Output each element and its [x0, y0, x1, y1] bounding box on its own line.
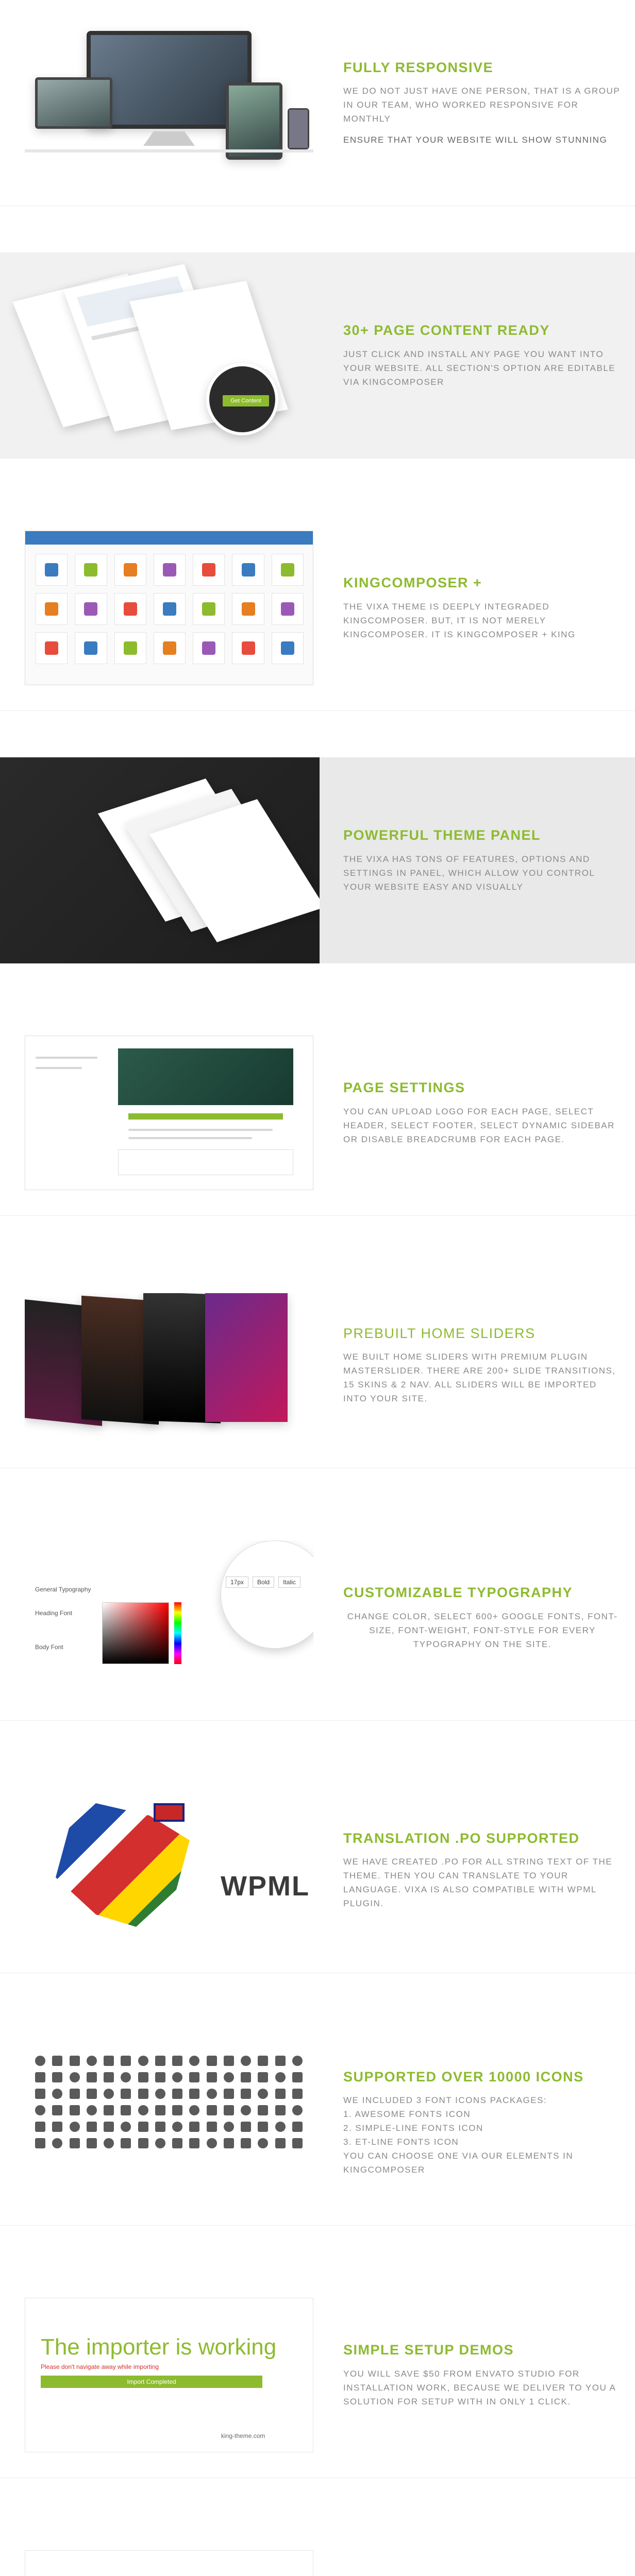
font-icon — [35, 2105, 45, 2115]
font-style-select[interactable]: Italic — [278, 1577, 300, 1588]
blog-layout-form — [25, 2550, 313, 2576]
brand-text: king-theme.com — [221, 2432, 265, 2439]
font-icon — [138, 2105, 148, 2115]
element-icon[interactable] — [36, 632, 68, 664]
importer-mockup — [25, 2298, 313, 2452]
font-icon — [292, 2105, 303, 2115]
section-typography — [0, 1515, 635, 1721]
get-content-badge: Get Content — [223, 395, 269, 406]
element-icon[interactable] — [114, 593, 146, 625]
section-title: 30+ PAGE CONTENT READY — [343, 323, 550, 338]
section-text: WE INCLUDED 3 FONT ICONS PACKAGES: — [343, 2095, 547, 2106]
font-icon — [104, 2072, 114, 2082]
font-icon — [155, 2056, 165, 2066]
font-icon — [155, 2089, 165, 2099]
font-icon — [189, 2072, 199, 2082]
section-home-sliders — [0, 1262, 635, 1468]
font-icon — [275, 2056, 286, 2066]
icon-package-item: 1. AWESOME FONTS ICON — [343, 2109, 471, 2120]
font-icon — [70, 2089, 80, 2099]
importer-note: Please don't navigate away while importing — [41, 2363, 159, 2370]
font-icon — [87, 2072, 97, 2082]
font-icon — [155, 2138, 165, 2148]
font-icon — [241, 2056, 251, 2066]
font-icon — [87, 2089, 97, 2099]
font-icon — [258, 2089, 268, 2099]
font-icon — [138, 2056, 148, 2066]
font-icon — [70, 2056, 80, 2066]
font-icon — [52, 2138, 62, 2148]
font-icon — [172, 2138, 182, 2148]
font-icon — [241, 2138, 251, 2148]
font-icon — [121, 2105, 131, 2115]
section-text: WE DO NOT JUST HAVE ONE PERSON, THAT IS A GROUP IN OUR TEAM, WHO WORKED RESPONSIVE FOR MONTHLY — [343, 86, 620, 124]
font-icon — [189, 2089, 199, 2099]
font-icon — [138, 2138, 148, 2148]
font-icon — [189, 2105, 199, 2115]
font-icon — [35, 2138, 45, 2148]
font-icon — [70, 2138, 80, 2148]
section-title: CUSTOMIZABLE TYPOGRAPHY — [343, 1585, 573, 1601]
icon-package-item: 3. ET-LINE FONTS ICON — [343, 2137, 459, 2147]
font-icon — [292, 2089, 303, 2099]
font-icon — [172, 2072, 182, 2082]
section-text: CHANGE COLOR, SELECT 600+ GOOGLE FONTS, FONT-SIZE, FONT-WEIGHT, FONT-STYLE FOR EVERY TYPOGRAPHY ON THE SITE. — [347, 1611, 618, 1649]
font-icon — [275, 2089, 286, 2099]
element-icon[interactable] — [154, 593, 186, 625]
font-icon — [70, 2105, 80, 2115]
font-icon — [241, 2122, 251, 2132]
section-setup-demos — [0, 2272, 635, 2478]
section-title: FULLY RESPONSIVE — [343, 59, 494, 75]
font-icon — [52, 2072, 62, 2082]
font-icon — [155, 2122, 165, 2132]
color-picker[interactable] — [102, 1602, 169, 1664]
element-icon[interactable] — [75, 632, 107, 664]
typography-mockup — [25, 1540, 313, 1695]
section-text: WE HAVE CREATED .PO FOR ALL STRING TEXT OF THE THEME. THEN YOU CAN TRANSLATE TO YOUR LANGUAGE. VIXA IS ALSO COMPATIBLE WITH WPML PLUGIN. — [343, 1857, 613, 1909]
section-title: TRANSLATION .PO SUPPORTED — [343, 1830, 580, 1846]
font-icon — [292, 2056, 303, 2066]
section-text: YOU WILL SAVE $50 FROM ENVATO STUDIO FOR INSTALLATION WORK, BECAUSE WE DELIVER TO YOU A SOLUTION FOR SETUP WITH IN ONLY 1 CLICK. — [343, 2368, 616, 2406]
element-icon[interactable] — [75, 593, 107, 625]
font-icon — [275, 2138, 286, 2148]
font-icon — [35, 2089, 45, 2099]
section-blog-layouts — [0, 2524, 635, 2576]
font-icon — [52, 2056, 62, 2066]
font-icon — [52, 2089, 62, 2099]
section-title: SUPPORTED OVER 10000 ICONS — [343, 2069, 584, 2084]
font-icon — [35, 2056, 45, 2066]
font-icon — [87, 2138, 97, 2148]
font-icon — [189, 2138, 199, 2148]
flags-map-mockup — [25, 1793, 313, 1947]
font-icon — [207, 2089, 217, 2099]
responsive-devices-image — [25, 26, 313, 180]
font-icon — [207, 2105, 217, 2115]
font-icon — [275, 2072, 286, 2082]
font-icon — [241, 2105, 251, 2115]
element-icon[interactable] — [154, 554, 186, 586]
font-icon — [258, 2122, 268, 2132]
font-icon — [52, 2105, 62, 2115]
importer-heading: The importer is working — [41, 2334, 277, 2360]
font-icon — [35, 2122, 45, 2132]
font-icon — [241, 2072, 251, 2082]
section-theme-panel — [0, 757, 635, 963]
font-icon — [292, 2122, 303, 2132]
font-icon — [258, 2056, 268, 2066]
font-icon — [224, 2138, 234, 2148]
font-icon — [87, 2122, 97, 2132]
section-text: WE BUILT HOME SLIDERS WITH PREMIUM PLUGIN MASTERSLIDER. THERE ARE 200+ SLIDE TRANSITIONS, 15 SKINS & 2 NAV. ALL SLIDERS WILL BE IMPORTED INTO YOUR SITE. — [343, 1352, 616, 1404]
font-icon — [172, 2089, 182, 2099]
element-icon[interactable] — [154, 632, 186, 664]
section-fully-responsive — [0, 0, 635, 206]
element-icon[interactable] — [114, 632, 146, 664]
section-kingcomposer — [0, 505, 635, 711]
section-title: KINGCOMPOSER + — [343, 575, 482, 591]
section-text-2: YOU CAN CHOOSE ONE VIA OUR ELEMENTS IN KINGCOMPOSER — [343, 2151, 574, 2175]
section-text: JUST CLICK AND INSTALL ANY PAGE YOU WANT INTO YOUR WEBSITE. ALL SECTION'S OPTION ARE EDITABLE VIA KINGCOMPOSER — [343, 349, 616, 387]
font-icon — [104, 2105, 114, 2115]
element-icon[interactable] — [193, 593, 225, 625]
element-icon[interactable] — [272, 632, 304, 664]
element-icon[interactable] — [232, 554, 264, 586]
font-icon — [258, 2105, 268, 2115]
font-icon — [121, 2138, 131, 2148]
font-icon — [224, 2122, 234, 2132]
page-content-mockup — [0, 252, 320, 459]
section-text: THE VIXA THEME IS DEEPLY INTEGRADED KINGCOMPOSER. BUT, IT IS NOT MERELY KINGCOMPOSER. IT IS KINGCOMPOSER + KING — [343, 601, 576, 639]
font-icon — [207, 2056, 217, 2066]
element-icon[interactable] — [193, 554, 225, 586]
import-progress-bar: Import Completed — [41, 2376, 262, 2388]
font-icon — [87, 2056, 97, 2066]
font-size-select[interactable]: 17px — [226, 1577, 248, 1588]
sliders-mockup — [25, 1293, 324, 1443]
icon-package-item: 2. SIMPLE-LINE FONTS ICON — [343, 2123, 483, 2133]
page-settings-mockup — [25, 1036, 313, 1190]
typography-label: General Typography — [35, 1586, 91, 1593]
font-icon — [189, 2056, 199, 2066]
font-icon — [224, 2089, 234, 2099]
font-icon — [104, 2089, 114, 2099]
font-icon — [292, 2138, 303, 2148]
element-icon[interactable] — [232, 632, 264, 664]
font-icon — [155, 2072, 165, 2082]
element-icon[interactable] — [114, 554, 146, 586]
font-icon — [104, 2122, 114, 2132]
font-icon — [35, 2072, 45, 2082]
element-icon[interactable] — [272, 554, 304, 586]
font-icon — [121, 2056, 131, 2066]
font-icon — [224, 2105, 234, 2115]
section-page-settings — [0, 1010, 635, 1216]
font-icon — [104, 2056, 114, 2066]
icon-grid-image — [25, 2045, 313, 2200]
font-icon — [104, 2138, 114, 2148]
font-icon — [52, 2122, 62, 2132]
typography-label: Body Font — [35, 1643, 63, 1651]
element-icon[interactable] — [36, 593, 68, 625]
font-icon — [172, 2105, 182, 2115]
font-icon — [121, 2089, 131, 2099]
font-icon — [138, 2122, 148, 2132]
kingcomposer-elements-panel — [25, 531, 313, 685]
section-text: THE VIXA HAS TONS OF FEATURES, OPTIONS AND SETTINGS IN PANEL, WHICH ALLOW YOU CONTROL YOUR WEBSITE EASY AND VISUALLY — [343, 854, 595, 892]
element-icon[interactable] — [75, 554, 107, 586]
font-icon — [275, 2105, 286, 2115]
font-icon — [292, 2072, 303, 2082]
font-icon — [121, 2072, 131, 2082]
font-icon — [70, 2122, 80, 2132]
font-icon — [241, 2089, 251, 2099]
font-icon — [207, 2072, 217, 2082]
font-icon — [224, 2056, 234, 2066]
font-icon — [138, 2089, 148, 2099]
font-icon — [207, 2138, 217, 2148]
font-icon — [207, 2122, 217, 2132]
font-weight-select[interactable]: Bold — [253, 1577, 274, 1588]
section-text: YOU CAN UPLOAD LOGO FOR EACH PAGE, SELECT HEADER, SELECT FOOTER, SELECT DYNAMIC SIDEBAR OR DISABLE BREADCRUMB FOR EACH PAGE. — [343, 1106, 615, 1144]
element-icon[interactable] — [36, 554, 68, 586]
section-translation — [0, 1767, 635, 1973]
element-icon[interactable] — [272, 593, 304, 625]
font-icon — [138, 2072, 148, 2082]
element-icon[interactable] — [193, 632, 225, 664]
font-icon — [87, 2105, 97, 2115]
wpml-logo: WPML — [221, 1871, 310, 1902]
font-icon — [224, 2072, 234, 2082]
font-icon — [155, 2105, 165, 2115]
font-icon — [258, 2138, 268, 2148]
section-icons — [0, 2020, 635, 2226]
section-title: POWERFUL THEME PANEL — [343, 827, 541, 843]
font-icon — [258, 2072, 268, 2082]
typography-label: Heading Font — [35, 1609, 73, 1617]
section-page-content — [0, 252, 635, 459]
font-icon — [189, 2122, 199, 2132]
element-icon[interactable] — [232, 593, 264, 625]
section-title: SIMPLE SETUP DEMOS — [343, 2342, 514, 2358]
section-title: PREBUILT HOME SLIDERS — [343, 1325, 536, 1341]
font-icon — [172, 2122, 182, 2132]
font-icon — [121, 2122, 131, 2132]
section-title: PAGE SETTINGS — [343, 1080, 465, 1096]
font-icon — [275, 2122, 286, 2132]
theme-panel-mockup — [0, 757, 320, 963]
section-text-2: ENSURE THAT YOUR WEBSITE WILL SHOW STUNNING — [343, 135, 608, 145]
font-icon — [172, 2056, 182, 2066]
font-icon — [70, 2072, 80, 2082]
